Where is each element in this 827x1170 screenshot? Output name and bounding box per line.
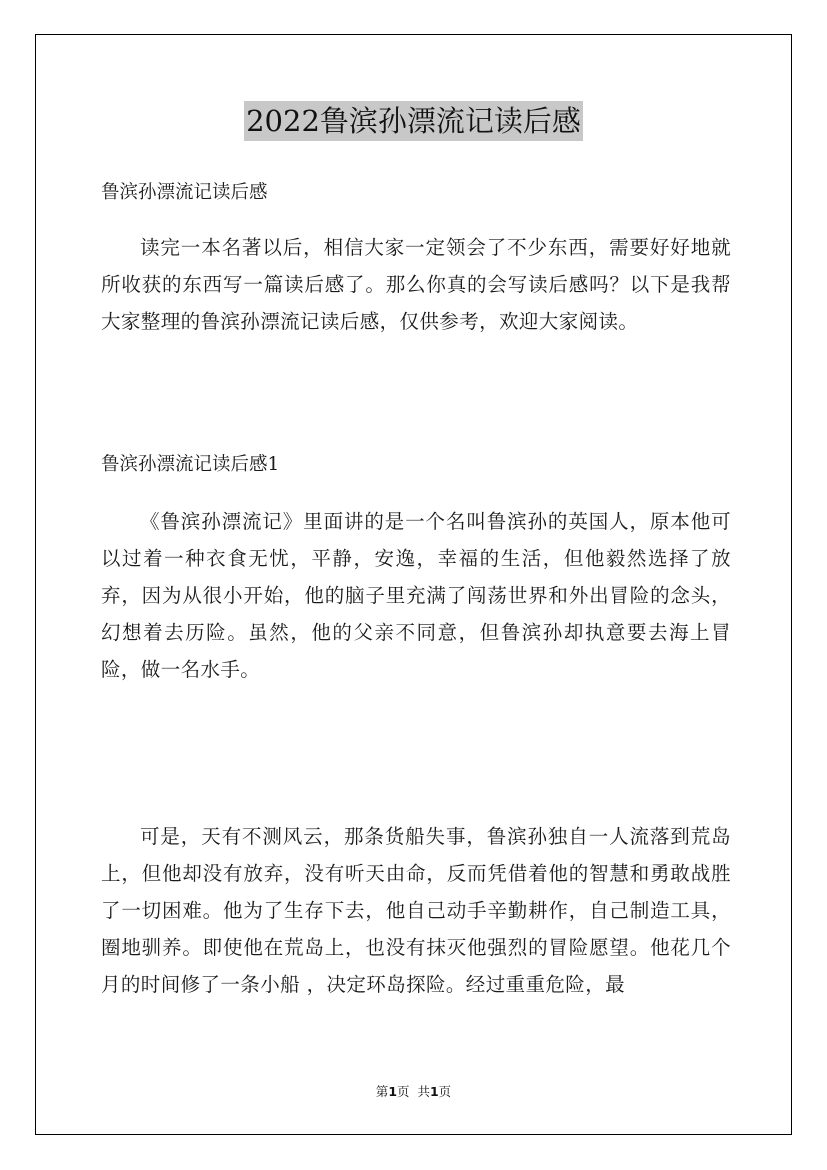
body-paragraph-2: 可是，天有不测风云，那条货船失事，鲁滨孙独自一人流落到荒岛上，但他却没有放弃，没有听天由命，反而凭借着他的智慧和勇敢战胜了一切困难。他为了生存下去，他自己动手辛勤耕作，自己制造工具，圈地驯养。即使他在荒岛上，也没有抹灭他强烈的冒险愿望。他花几个月的时间修了一条小船 ，决定环岛探险。经过重重危险，最 <box>101 825 731 996</box>
footer-suffix: 页 <box>438 1084 452 1099</box>
page-footer <box>0 1082 827 1100</box>
footer-total-pages: 1 <box>429 1084 439 1099</box>
document-subtitle: 鲁滨孙漂流记读后感 <box>101 182 268 203</box>
intro-paragraph: 读完一本名著以后，相信大家一定领会了不少东西，需要好好地就所收获的东西写一篇读后感了。那么你真的会写读后感吗？以下是我帮大家整理的鲁滨孙漂流记读后感，仅供参考，欢迎大家阅读。 <box>101 236 731 333</box>
document-title: 2022鲁滨孙漂流记读后感 <box>244 101 583 141</box>
footer-prefix: 第 <box>375 1084 389 1099</box>
body-paragraph-1: 《鲁滨孙漂流记》里面讲的是一个名叫鲁滨孙的英国人，原本他可以过着一种衣食无忧，平静，安逸，幸福的生活，但他毅然选择了放弃，因为从很小开始，他的脑子里充满了闯荡世界和外出冒险的念头，幻想着去历险。虽然，他的父亲不同意，但鲁滨孙却执意要去海上冒险，做一名水手。 <box>101 510 731 681</box>
footer-page-number: 1 <box>388 1084 398 1099</box>
title-container <box>0 101 827 141</box>
section-heading: 鲁滨孙漂流记读后感1 <box>101 454 280 475</box>
footer-middle: 页 共 <box>397 1084 430 1099</box>
